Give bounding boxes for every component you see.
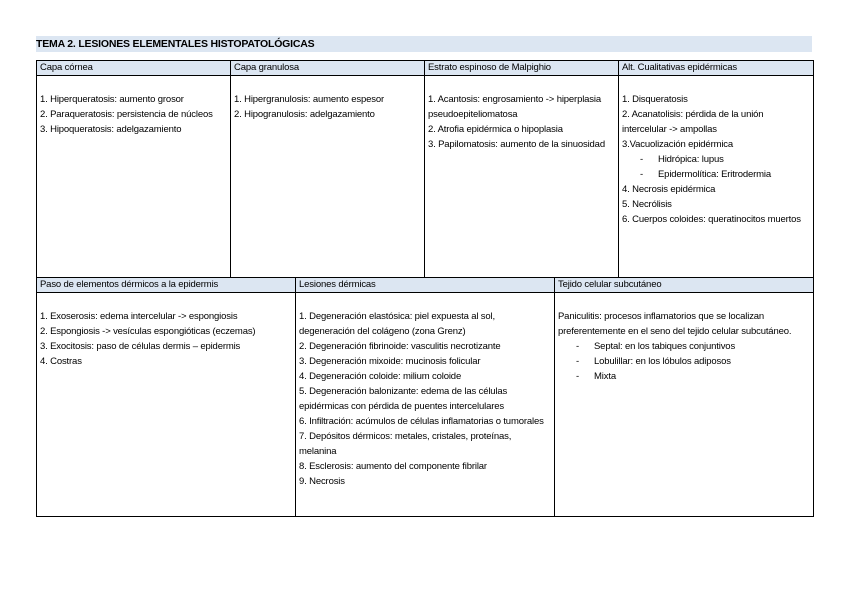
header-lesiones-dermicas: Lesiones dérmicas — [296, 278, 555, 293]
list-item: 1. Degeneración elastósica: piel expuesta al sol, degeneración del colágeno (zona Grenz) — [299, 311, 495, 337]
table-dermal-lesions — [36, 277, 814, 517]
list-item: 1. Acantosis: engrosamiento -> hiperplasia pseudoepiteliomatosa — [428, 94, 601, 120]
list-item: 4. Necrosis epidérmica — [622, 184, 716, 195]
list-item: 4. Costras — [40, 356, 82, 367]
list-item: 9. Necrosis — [299, 476, 345, 487]
sub-list-item: - Mixta — [576, 371, 616, 382]
sub-list-item: - Lobulillar: en los lóbulos adiposos — [576, 356, 731, 367]
cell-capa-granulosa — [231, 76, 425, 285]
list-item: 1. Exoserosis: edema intercelular -> espongiosis — [40, 311, 238, 322]
list-item: 3. Hipoqueratosis: adelgazamiento — [40, 124, 182, 135]
list-item: 3. Exocitosis: paso de células dermis – epidermis — [40, 341, 241, 352]
paragraph: Paniculitis: procesos inflamatorios que se localizan preferentemente en el seno del tejido celular subcutáneo. — [558, 311, 792, 337]
table-epidermal-lesions — [36, 60, 814, 285]
list-item: 4. Degeneración coloide: milium coloide — [299, 371, 462, 382]
header-tejido-subcutaneo: Tejido celular subcutáneo — [555, 278, 814, 293]
header-alt-cualitativas: Alt. Cualitativas epidérmicas — [619, 61, 814, 76]
list-item: 8. Esclerosis: aumento del componente fibrilar — [299, 461, 487, 472]
table-header-row — [37, 278, 814, 293]
list-item: 3. Degeneración mixoide: mucinosis folicular — [299, 356, 481, 367]
cell-alt-cualitativas — [619, 76, 814, 285]
sub-list-item: - Epidermolítica: Eritrodermia — [640, 169, 772, 180]
list-item: 2. Paraqueratosis: persistencia de núcleos — [40, 109, 213, 120]
list-item: 2. Espongiosis -> vesículas espongióticas (eczemas) — [40, 326, 256, 337]
header-capa-granulosa: Capa granulosa — [231, 61, 425, 76]
list-item: 1. Disqueratosis — [622, 94, 688, 105]
table-row — [37, 293, 814, 517]
list-item: 2. Degeneración fibrinoide: vasculitis necrotizante — [299, 341, 501, 352]
header-estrato-espinoso: Estrato espinoso de Malpighio — [425, 61, 619, 76]
cell-lesiones-dermicas — [296, 293, 555, 517]
sub-list-item: - Septal: en los tabiques conjuntivos — [576, 341, 736, 352]
header-capa-cornea: Capa córnea — [37, 61, 231, 76]
list-item: 2. Atrofia epidérmica o hipoplasia — [428, 124, 563, 135]
list-item: 2. Acanatolisis: pérdida de la unión intercelular -> ampollas — [622, 109, 764, 135]
cell-tejido-subcutaneo — [555, 293, 814, 517]
cell-paso-elementos — [37, 293, 296, 517]
cell-estrato-espinoso — [425, 76, 619, 285]
list-item: 3. Papilomatosis: aumento de la sinuosidad — [428, 139, 605, 150]
header-paso-elementos: Paso de elementos dérmicos a la epidermis — [37, 278, 296, 293]
list-item: 1. Hiperqueratosis: aumento grosor — [40, 94, 184, 105]
list-item: 7. Depósitos dérmicos: metales, cristales, proteínas, melanina — [299, 431, 512, 457]
list-item: 6. Infiltración: acúmulos de células inflamatorias o tumorales — [299, 416, 544, 427]
list-item: 5. Necrólisis — [622, 199, 672, 210]
list-item: 2. Hipogranulosis: adelgazamiento — [234, 109, 375, 120]
list-item: 6. Cuerpos coloides: queratinocitos muertos — [622, 214, 801, 225]
table-header-row — [37, 61, 814, 76]
list-item: 3.Vacuolización epidérmica — [622, 139, 734, 150]
cell-capa-cornea — [37, 76, 231, 285]
list-item: 1. Hipergranulosis: aumento espesor — [234, 94, 385, 105]
table-row — [37, 76, 814, 285]
list-item: 5. Degeneración balonizante: edema de las células epidérmicas con pérdida de puentes intercelulares — [299, 386, 508, 412]
sub-list-item: - Hidrópica: lupus — [640, 154, 724, 165]
page-title: TEMA 2. LESIONES ELEMENTALES HISTOPATOLÓGICAS — [36, 36, 812, 52]
